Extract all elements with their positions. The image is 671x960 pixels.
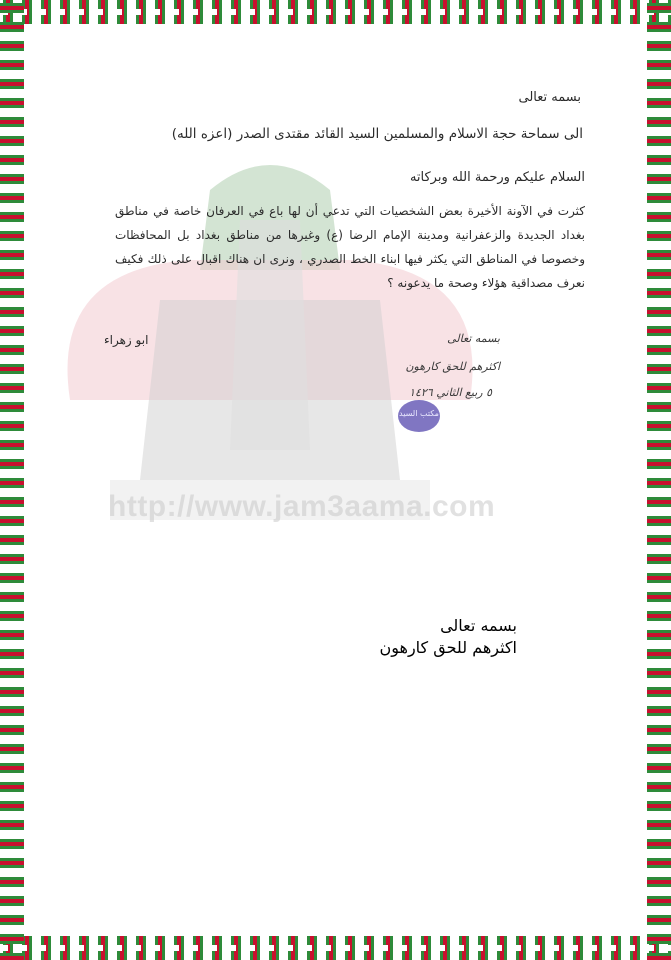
letter-addressee: الى سماحة حجة الاسلام والمسلمين السيد القائد مقتدى الصدر (اعزه الله) — [171, 126, 583, 142]
typed-answer: اكثرهم للحق كارهون — [379, 638, 517, 657]
watermark-url: http://www.jam3aama.com — [108, 490, 496, 523]
handwritten-answer: اكثرهم للحق كارهون — [405, 360, 500, 373]
office-seal-text: مكتب السيد — [399, 409, 439, 418]
letter-basmala: بسمه تعالى — [518, 90, 581, 105]
decorative-border-right — [647, 0, 671, 960]
office-seal — [398, 400, 440, 432]
typed-basmala: بسمه تعالى — [440, 616, 517, 635]
letter-greeting: السلام عليكم ورحمة الله وبركاته — [409, 170, 585, 185]
letter-signer: ابو زهراء — [104, 333, 149, 347]
letter-body: كثرت في الآونة الأخيرة بعض الشخصيات التي تدعي أن لها باع في العرفان خاصة في مناطق بغداد الجديدة والزعفرانية ومدينة الإمام الرضا (ع) وغيرها من مناطق بغداد بل المحافظات وخصوصا في المناطق التي يكثر فيها ابناء الخط الصدري ، ونرى ان هناك اقبال على ذلك فكيف نعرف مصداقية هؤلاء وصحة ما يدعونه ؟ — [115, 204, 585, 290]
handwritten-basmala: بسمه تعالى — [447, 332, 500, 345]
decorative-border-top — [0, 0, 671, 24]
handwritten-date: ٥ ربيع الثاني ١٤٢٦ — [409, 386, 492, 399]
decorative-border-left — [0, 0, 24, 960]
decorative-border-bottom — [0, 936, 671, 960]
